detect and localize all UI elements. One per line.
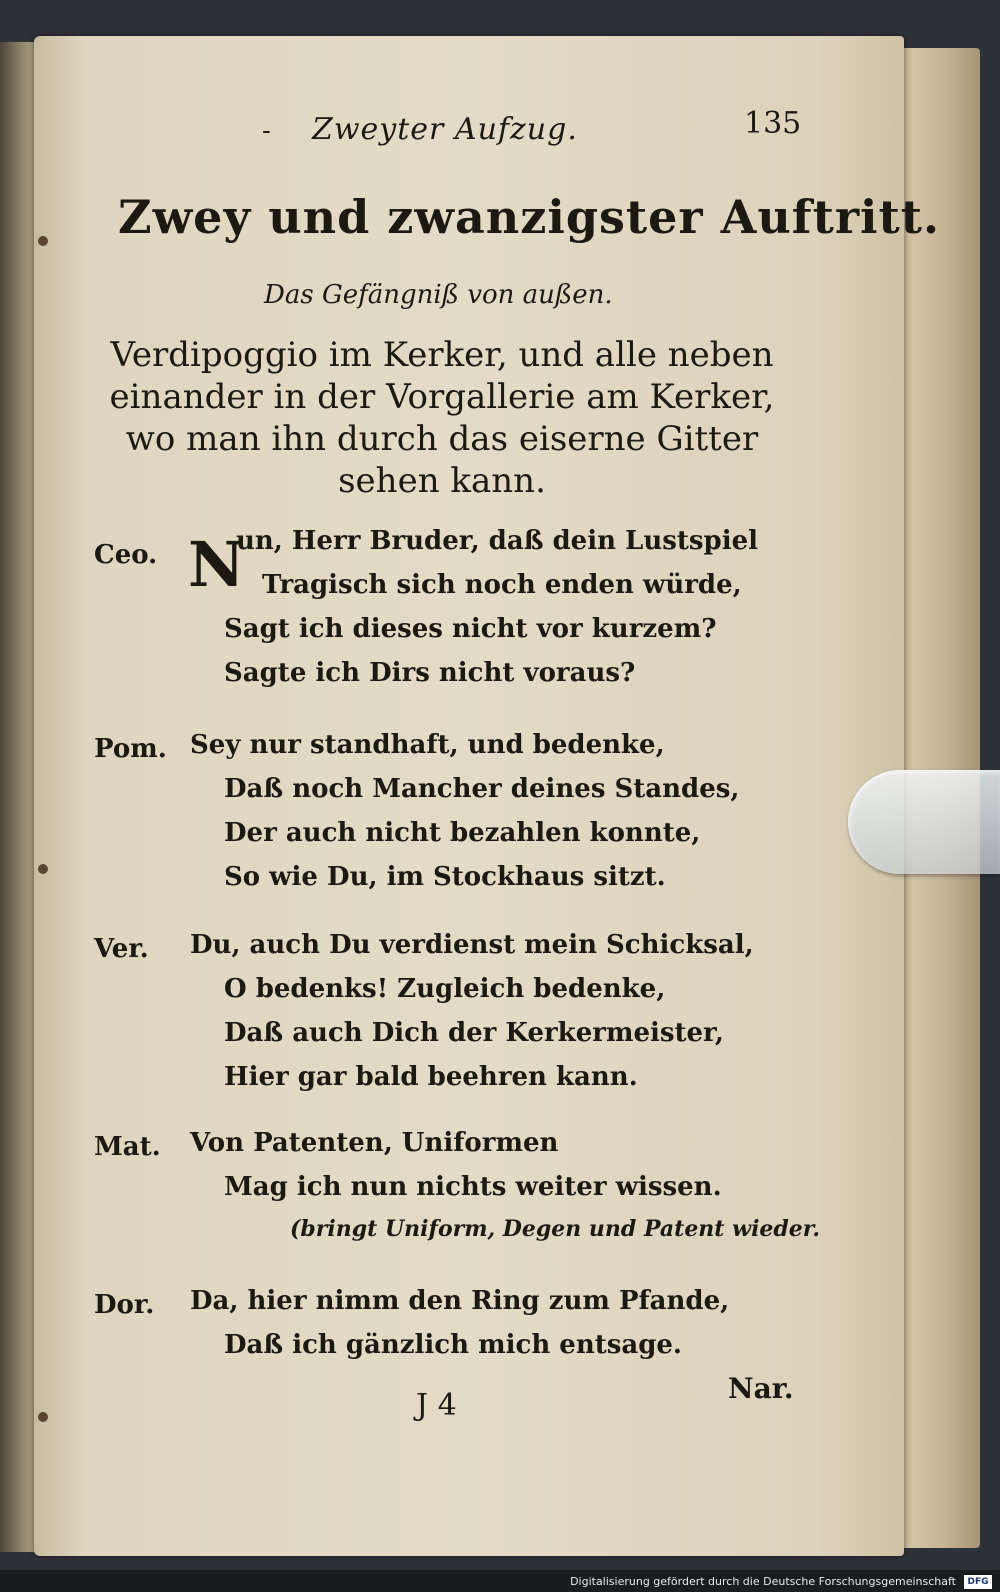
stage-direction: Verdipoggio im Kerker, und alle neben einander in der Vorgallerie am Kerker, wo man ihn durch das eiserne Gitter sehen kann. (109, 335, 775, 501)
scene-title: Zwey und zwanzigster Auftritt. (118, 190, 941, 244)
verse-line: Tragisch sich noch enden würde, (262, 570, 742, 600)
verse-line: Sagt ich dieses nicht vor kurzem? (224, 614, 717, 644)
verse-line: Du, auch Du verdienst mein Schicksal, (190, 930, 754, 960)
catchword: Nar. (728, 1372, 794, 1405)
binding-stitch (38, 864, 48, 874)
running-head: Zweyter Aufzug. (312, 112, 578, 147)
verse-line: Daß noch Mancher deines Standes, (224, 774, 740, 804)
drop-cap: N (188, 528, 245, 601)
speaker-label: Ceo. (94, 540, 158, 570)
speaker-label: Dor. (94, 1290, 155, 1320)
binding-stitch (38, 236, 48, 246)
verse-line: O bedenks! Zugleich bedenke, (224, 974, 666, 1004)
footer-bar (0, 1570, 1000, 1592)
verse-line: Sagte ich Dirs nicht voraus? (224, 658, 636, 688)
scene-setting: Das Gefängniß von außen. (264, 280, 613, 310)
footer-credit: Digitalisierung gefördert durch die Deutsche Forschungsgemeinschaft (570, 1575, 956, 1588)
page-number: 135 (744, 106, 802, 141)
speaker-label: Ver. (94, 934, 149, 964)
page-clip (848, 770, 1000, 874)
verse-line: Hier gar bald beehren kann. (224, 1062, 638, 1092)
verse-line: Daß ich gänzlich mich entsage. (224, 1330, 682, 1360)
speaker-label: Mat. (94, 1132, 161, 1162)
speaker-label: Pom. (94, 734, 167, 764)
stage-note: (bringt Uniform, Degen und Patent wieder. (290, 1216, 821, 1242)
verse-line: Da, hier nimm den Ring zum Pfande, (190, 1286, 730, 1316)
header-dash: - (262, 116, 271, 146)
verse-line: Der auch nicht bezahlen konnte, (224, 818, 701, 848)
signature-mark: J 4 (416, 1388, 457, 1423)
verse-line: Von Patenten, Uniformen (190, 1128, 559, 1158)
verse-line: Daß auch Dich der Kerkermeister, (224, 1018, 724, 1048)
verse-line: un, Herr Bruder, daß dein Lustspiel (236, 526, 759, 556)
dfg-logo-icon: DFG (964, 1575, 992, 1589)
binding-stitch (38, 1412, 48, 1422)
verse-line: So wie Du, im Stockhaus sitzt. (224, 862, 666, 892)
verse-line: Mag ich nun nichts weiter wissen. (224, 1172, 722, 1202)
verse-line: Sey nur standhaft, und bedenke, (190, 730, 665, 760)
